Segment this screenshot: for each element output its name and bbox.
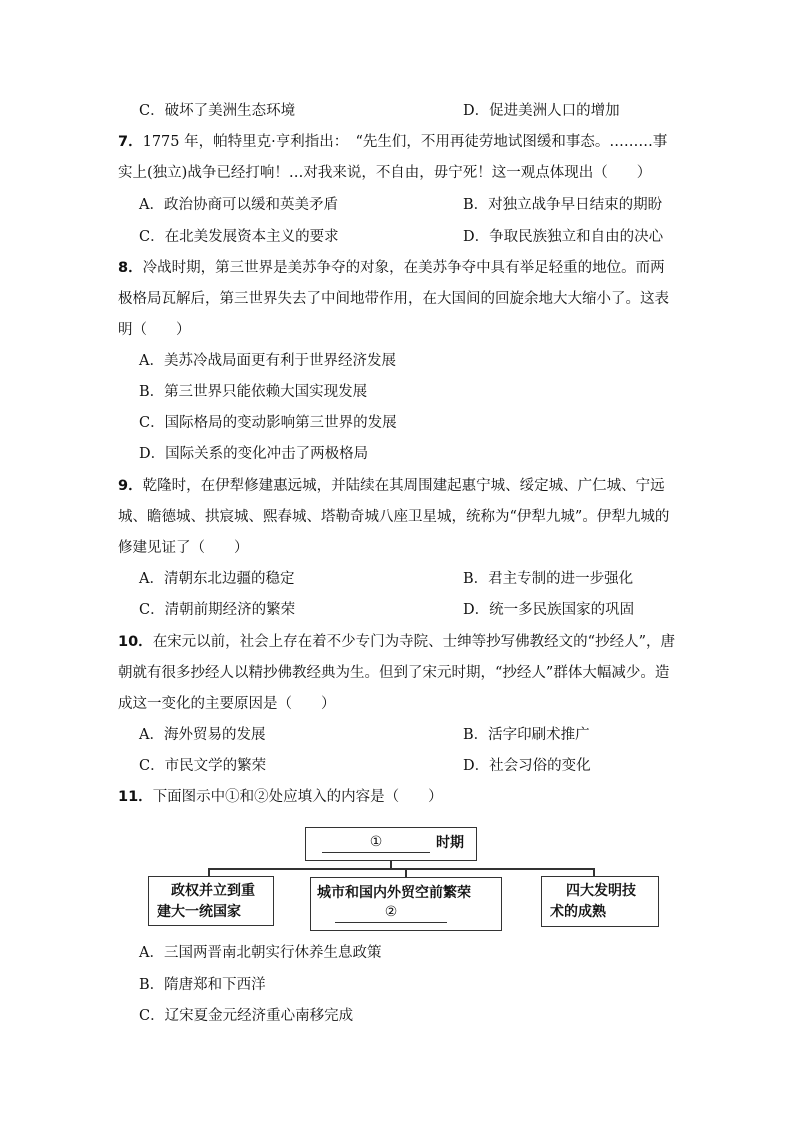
q7-option-d: D．争取民族独立和自由的决心 [463, 229, 664, 245]
connector-horizontal [208, 868, 593, 870]
q7-option-a: A．政治协商可以缓和英美矛盾 [139, 197, 338, 213]
q8-stem-line1 [118, 258, 665, 278]
q8-stem-line3: 明（ ） [118, 322, 191, 338]
q8-stem-line2: 极格局瓦解后，第三世界失去了中间地带作用，在大国间的回旋余地大大缩小了。这表 [118, 291, 669, 307]
marker-1: ① [369, 834, 383, 850]
diagram-blank-2 [335, 904, 447, 923]
q9-stem-line1 [118, 476, 665, 496]
q10-option-b: B．活字印刷术推广 [463, 727, 590, 743]
q8-option-a: A．美苏冷战局面更有利于世界经济发展 [139, 353, 396, 369]
diagram-left-box [148, 876, 274, 926]
q8-option-d: D．国际关系的变化冲击了两极格局 [139, 446, 369, 462]
diagram-right-box [541, 876, 659, 927]
q10-option-c: C．市民文学的繁荣 [139, 758, 267, 774]
q11-option-b: B．隋唐郑和下西洋 [139, 977, 266, 993]
q11-option-a: A．三国两晋南北朝实行休养生息政策 [139, 945, 382, 961]
q9-option-d: D．统一多民族国家的巩固 [463, 602, 635, 618]
q6-option-d: D．促进美洲人口的增加 [463, 103, 620, 119]
q11-text-1: 下面图示中①和②处应填入的内容是（ ） [152, 789, 443, 805]
middle-box-line1: 城市和国内外贸空前繁荣 [317, 885, 471, 901]
q7-number: 7． [118, 134, 143, 150]
q10-stem-line3: 成这一变化的主要原因是（ ） [118, 696, 336, 712]
q11-number: 11． [118, 789, 153, 805]
q9-option-c: C．清朝前期经济的繁荣 [139, 602, 296, 618]
diagram-top-box [305, 827, 477, 861]
right-box-line1: 四大发明技 [566, 883, 636, 899]
q11-stem-line1 [118, 787, 443, 807]
q10-text-1: 在宋元以前，社会上存在着不少专门为寺院、士绅等抄写佛教经文的“抄经人”，唐 [152, 634, 676, 650]
q9-option-a: A．清朝东北边疆的稳定 [139, 571, 295, 587]
q10-number: 10． [118, 634, 153, 650]
marker-2: ② [384, 904, 398, 920]
diagram-blank-1 [322, 834, 430, 853]
q10-option-d: D．社会习俗的变化 [463, 758, 591, 774]
q10-stem-line1 [118, 632, 675, 652]
q9-stem-line3: 修建见证了（ ） [118, 540, 249, 556]
q8-option-b: B．第三世界只能依赖大国实现发展 [139, 384, 368, 400]
q9-option-b: B．君主专制的进一步强化 [463, 571, 634, 587]
diagram-top-suffix: 时期 [436, 835, 464, 851]
q8-number: 8． [118, 260, 143, 276]
q8-text-1: 冷战时期，第三世界是美苏争夺的对象，在美苏争夺中具有举足轻重的地位。而两 [142, 260, 665, 276]
q10-stem-line2: 朝就有很多抄经人以精抄佛教经典为生。但到了宋元时期，“抄经人”群体大幅减少。造 [118, 665, 670, 681]
right-box-line2: 术的成熟 [550, 904, 606, 920]
diagram-middle-box [310, 877, 502, 931]
left-box-line2: 建大一统国家 [157, 904, 241, 920]
q11-option-c: C．辽宋夏金元经济重心南移完成 [139, 1008, 354, 1024]
q7-option-c: C．在北美发展资本主义的要求 [139, 229, 339, 245]
q6-option-c: C．破坏了美洲生态环境 [139, 103, 296, 119]
q7-stem-line1 [118, 132, 667, 152]
q7-option-b: B．对独立战争早日结束的期盼 [463, 197, 663, 213]
q7-text-1: 1775 年，帕特里克·亨利指出： “先生们，不用再徒劳地试图缓和事态。………事 [142, 134, 668, 150]
q10-option-a: A．海外贸易的发展 [139, 727, 266, 743]
left-box-line1: 政权并立到重 [171, 883, 255, 899]
q9-stem-line2: 城、瞻德城、拱宸城、熙春城、塔勒奇城八座卫星城，统称为“伊犁九城”。伊犁九城的 [118, 509, 670, 525]
q9-number: 9． [118, 478, 143, 494]
q9-text-1: 乾隆时，在伊犁修建惠远城，并陆续在其周围建起惠宁城、绥定城、广仁城、宁远 [142, 478, 665, 494]
q8-option-c: C．国际格局的变动影响第三世界的发展 [139, 415, 397, 431]
q7-stem-line2: 实上(独立)战争已经打响！…对我来说，不自由，毋宁死！这一观点体现出（ ） [118, 165, 652, 181]
